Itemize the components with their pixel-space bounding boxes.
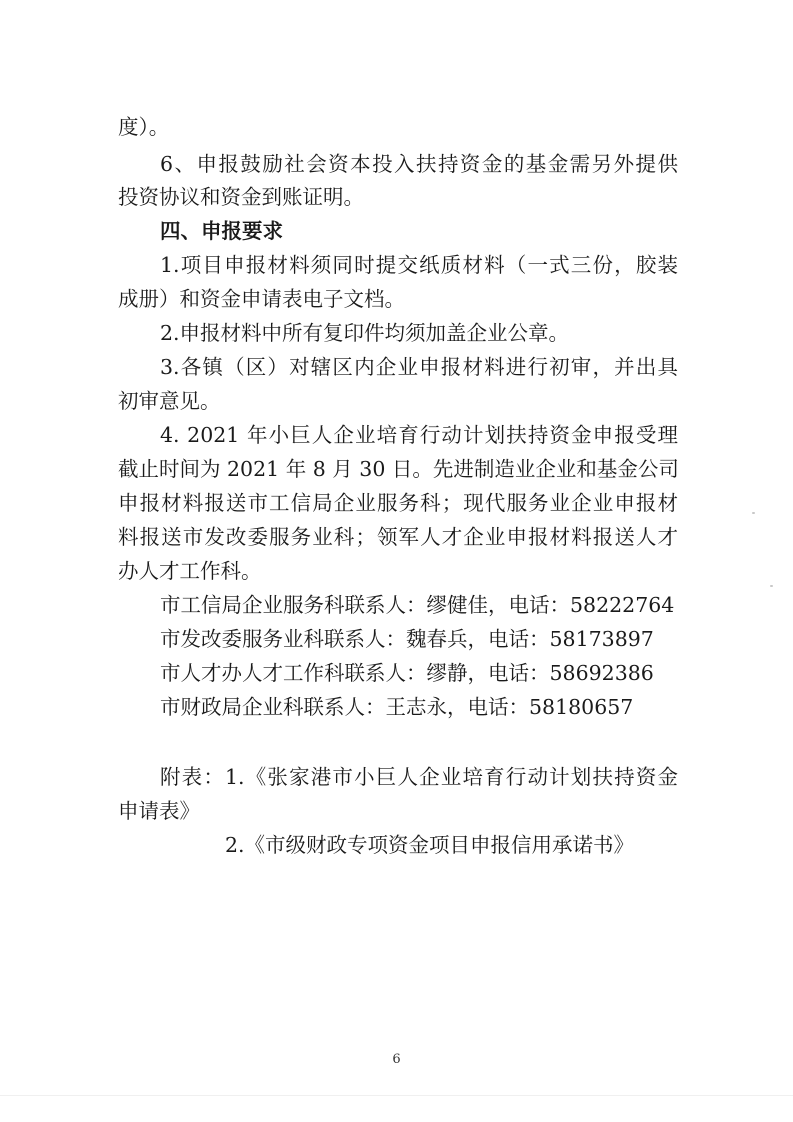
attachment-line-1-cont: 申请表》: [118, 799, 200, 823]
attachment-line-1: 附表：1.《张家港市小巨人企业培育行动计划扶持资金: [160, 765, 678, 789]
attachment-line-2: 2.《市级财政专项资金项目申报信用承诺书》: [225, 833, 635, 857]
contact-line: 市发改委服务业科联系人：魏春兵，电话：58173897: [160, 627, 654, 651]
scan-edge-line: [0, 1095, 793, 1096]
text-line-req-4: 4. 2021 年小巨人企业培育行动计划扶持资金申报受理: [160, 423, 678, 447]
section-heading: 四、申报要求: [160, 219, 283, 243]
text-line-req-4-cont: 截止时间为 2021 年 8 月 30 日。先进制造业企业和基金公司: [118, 457, 679, 481]
text-line-continuation: 度）。: [118, 115, 170, 139]
text-line-item-6: 6、申报鼓励社会资本投入扶持资金的基金需另外提供: [160, 152, 678, 176]
page-number: 6: [392, 1052, 401, 1067]
text-line-req-4-cont: 申报材料报送市工信局企业服务科；现代服务业企业申报材: [118, 491, 678, 515]
scan-speck: [770, 585, 773, 587]
text-line-req-1: 1.项目申报材料须同时提交纸质材料（一式三份，胶装: [160, 253, 678, 277]
text-line-req-3: 3.各镇（区）对辖区内企业申报材料进行初审，并出具: [160, 355, 678, 379]
contact-line: 市工信局企业服务科联系人：缪健佳，电话：58222764: [160, 593, 675, 617]
text-line-item-6-cont: 投资协议和资金到账证明。: [118, 185, 364, 209]
text-line-req-3-cont: 初审意见。: [118, 389, 221, 413]
text-line-req-4-cont: 办人才工作科。: [118, 559, 262, 583]
scan-speck: [752, 512, 755, 514]
text-line-req-4-cont: 料报送市发改委服务业科；领军人才企业申报材料报送人才: [118, 525, 678, 549]
contact-line: 市人才办人才工作科联系人：缪静，电话：58692386: [160, 661, 654, 685]
contact-line: 市财政局企业科联系人：王志永，电话：58180657: [160, 695, 634, 719]
text-line-req-1-cont: 成册）和资金申请表电子文档。: [118, 287, 405, 311]
text-line-req-2: 2.申报材料中所有复印件均须加盖企业公章。: [160, 321, 570, 345]
